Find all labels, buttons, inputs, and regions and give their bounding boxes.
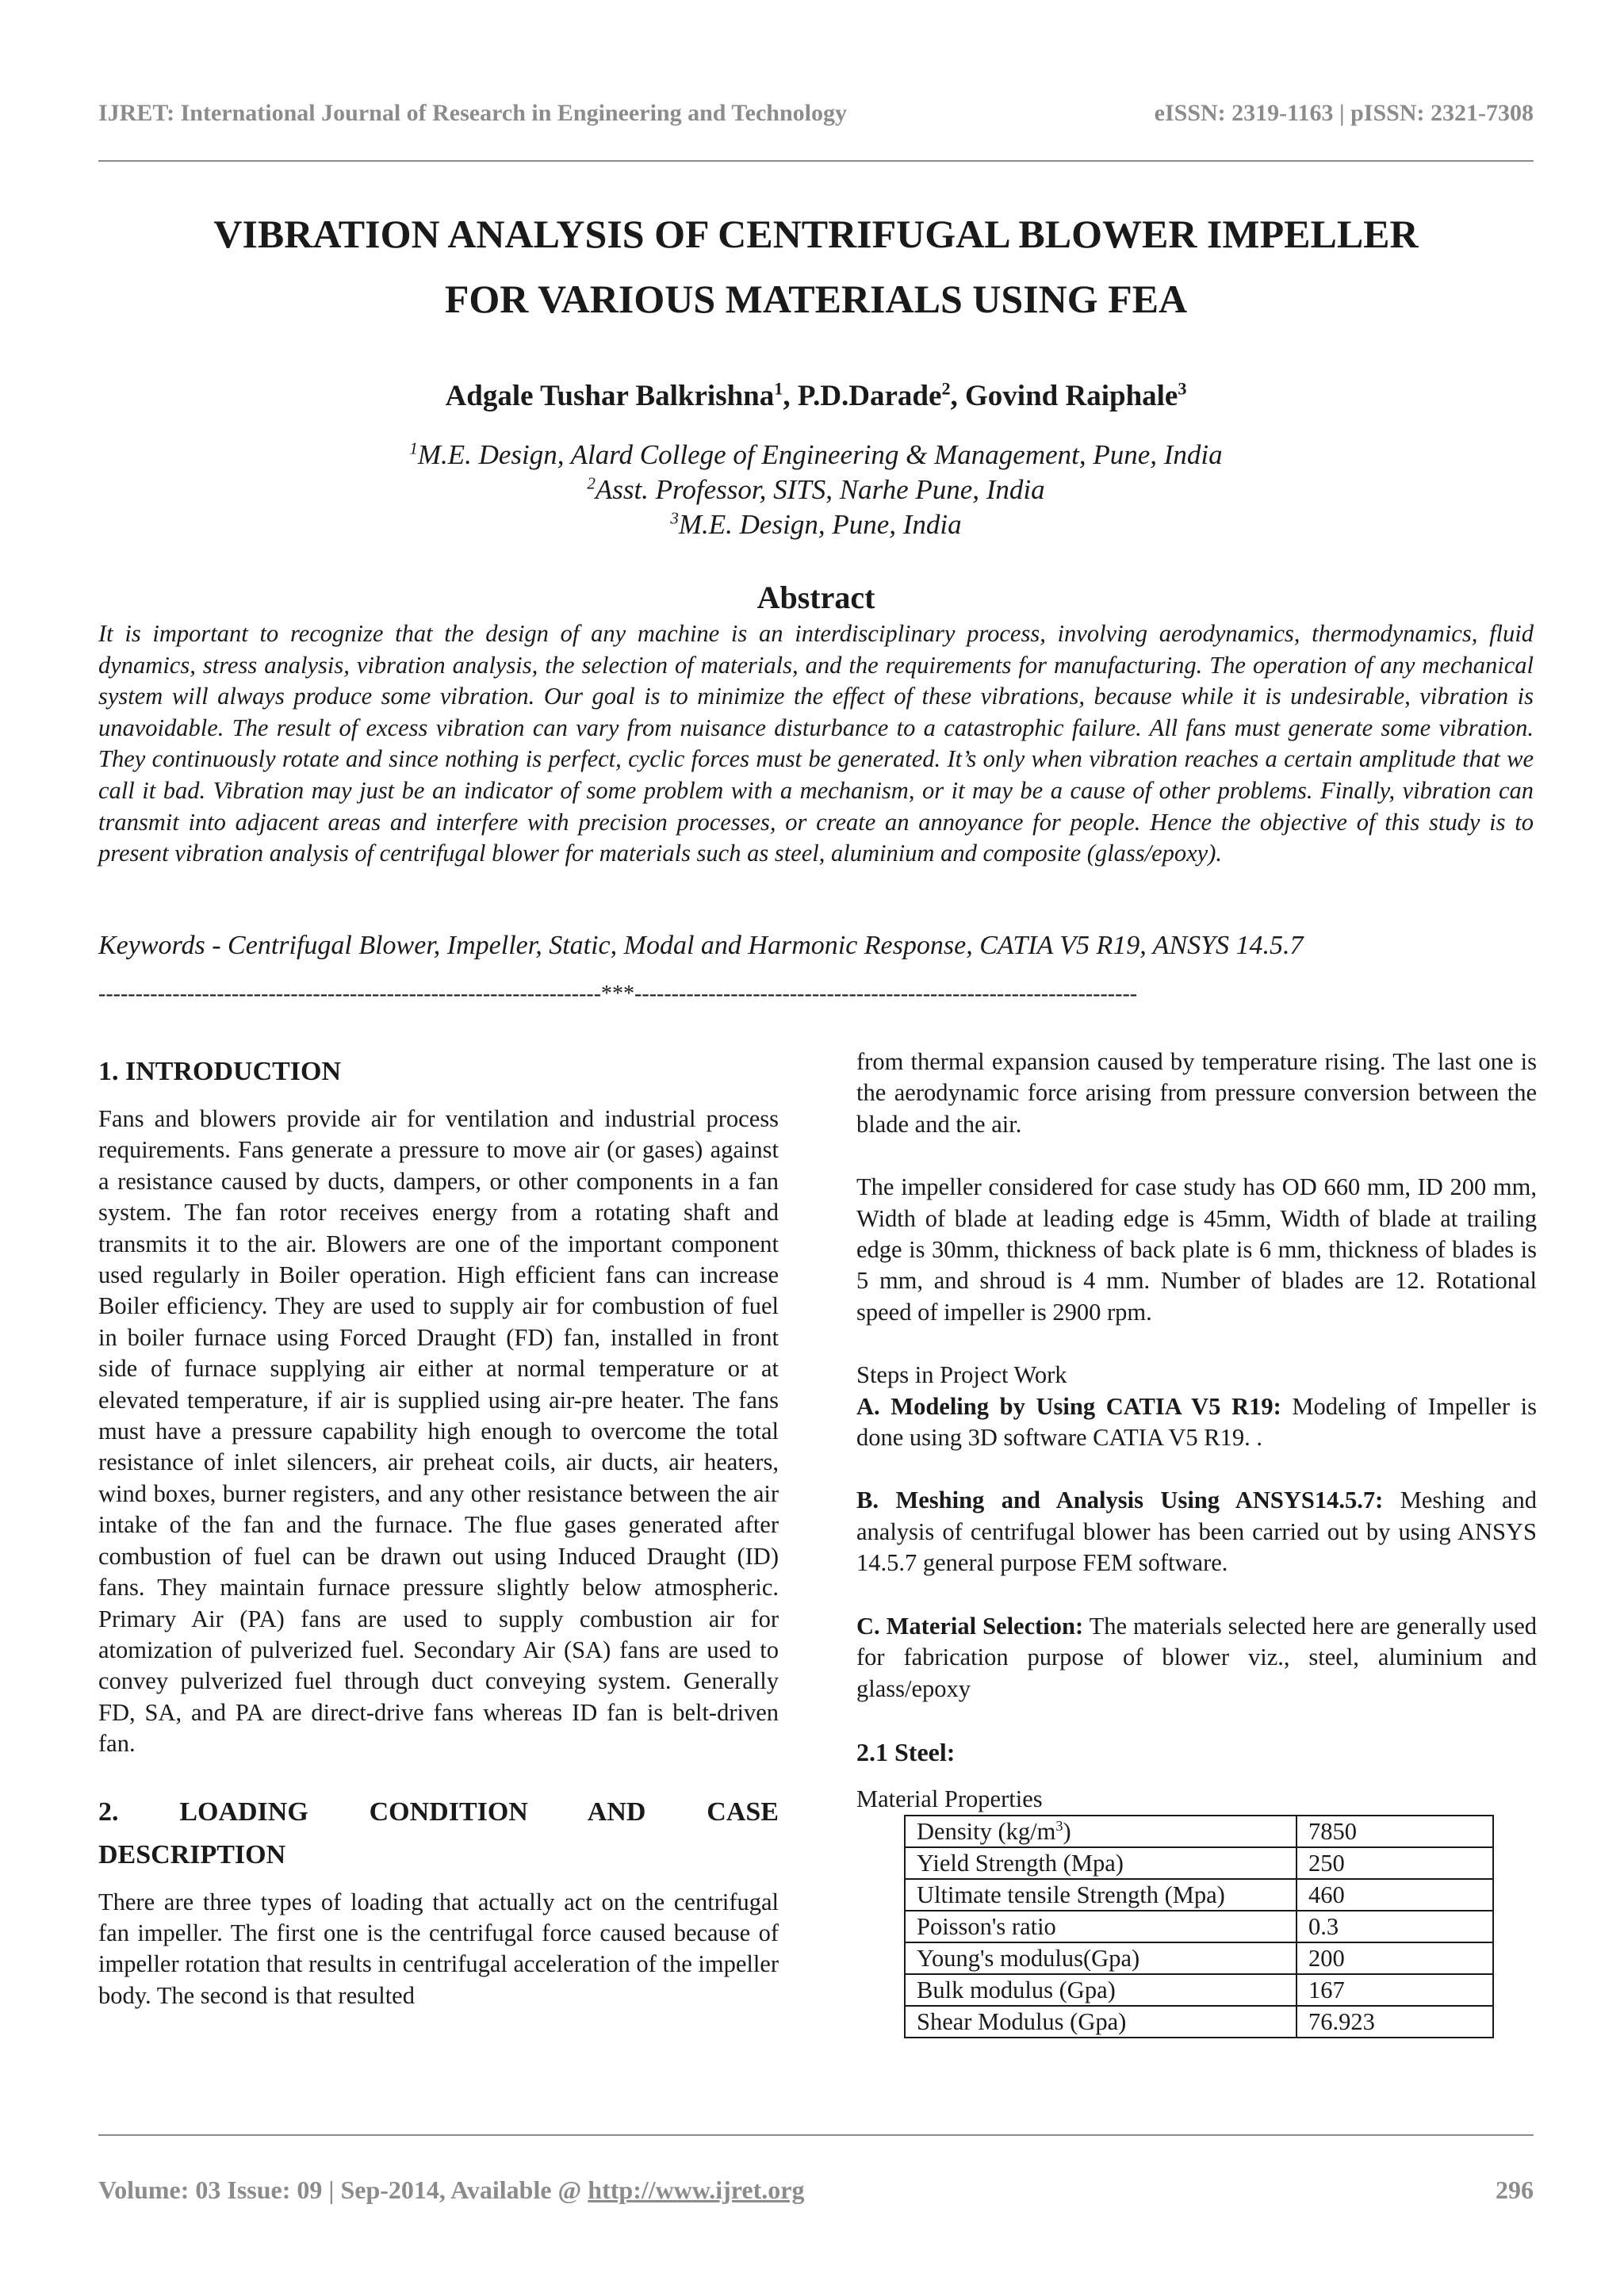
table-row — [905, 1847, 1493, 1879]
step-b-text: Meshing and analysis of centrifugal blower has been carried out by using ANSYS 14.5.7 general purpose FEM software. — [856, 1487, 1537, 1577]
left-column — [98, 1054, 779, 2011]
table-cell: 0.3 — [1297, 1911, 1493, 1942]
table-cell: Shear Modulus (Gpa) — [905, 2006, 1297, 2038]
table-cell: Yield Strength (Mpa) — [905, 1847, 1297, 1879]
page-number: 296 — [1496, 2175, 1534, 2204]
journal-name: IJRET: International Journal of Research in Engineering and Technology — [98, 100, 848, 126]
affiliation: $^3$M.E. Design, Pune, India — [670, 508, 962, 540]
section-heading-loading: 2. LOADING CONDITION AND CASE — [98, 1797, 779, 1827]
author-list: Adgale Tushar Balkrishna$^1$, P.D.Darade$^2$, Govind Raiphale$^3$ — [445, 378, 1187, 412]
author-sup: 1 — [774, 378, 783, 399]
section-heading-introduction: 1. INTRODUCTION — [98, 1057, 342, 1086]
table-row — [905, 1879, 1493, 1911]
table-row — [905, 1942, 1493, 1974]
title-line-2: FOR VARIOUS MATERIALS USING FEA — [444, 277, 1188, 321]
paper-title — [98, 201, 1534, 331]
introduction-paragraph: Fans and blowers provide air for ventilation and industrial process requirements. Fans generate a pressure to move air (or gases) against a resistance caused by ducts, dampers, or other components in a fan system. The fan rotor receives energy from a rotating shaft and transmits it to the air. Blowers are one of the important component used regularly in Boiler operation. High efficient fans can increase Boiler efficiency. They are used to supply air for combustion of fuel in boiler furnace using Forced Draught (FD) fan, installed in front side of furnace supplying air either at normal temperature or at elevated temperature, if air is supplied using air-pre heater. The fans must have a pressure capability high enough to overcome the total resistance of inlet silencers, air preheat coils, air ducts, air heaters, wind boxes, burner registers, and any other resistance between the air intake of the fan and the furnace. The flue gases generated after combustion of fuel can be drawn out using Induced Draught (ID) fans. They maintain furnace pressure slightly below atmospheric. Primary Air (PA) fans are used to supply combustion air for atomization of pulverized fuel. Secondary Air (SA) fans are used to convey pulverized fuel through duct conveying system. Generally FD, SA, and PA are direct-drive fans whereas ID fan is belt-driven fan. — [98, 1105, 779, 1758]
table-cell: Ultimate tensile Strength (Mpa) — [905, 1879, 1297, 1911]
title-line-1: VIBRATION ANALYSIS OF CENTRIFUGAL BLOWER IMPELLER — [213, 212, 1419, 256]
loading-paragraph-cont: from thermal expansion caused by temperature rising. The last one is the aerodynamic force arising from pressure conversion between the blade and the air. — [856, 1048, 1537, 1138]
step-c — [856, 1611, 1537, 1705]
volume-info: Volume: 03 Issue: 09 | Sep-2014, Available @ — [98, 2175, 588, 2204]
steps-label: Steps in Project Work — [856, 1361, 1067, 1389]
right-column — [856, 1047, 1537, 2038]
keywords: Keywords - Centrifugal Blower, Impeller, Static, Modal and Harmonic Response, CATIA V5 R19, ANSYS 14.5.7 — [98, 931, 1304, 960]
affiliation: $^1$M.E. Design, Alard College of Engineering & Management, Pune, India — [409, 438, 1223, 470]
table-cell: 250 — [1297, 1847, 1493, 1879]
loading-paragraph: There are three types of loading that actually act on the centrifugal fan impeller. The first one is the centrifugal force caused because of impeller rotation that results in centrifugal acceleration of the impeller body. The second is that resulted — [98, 1888, 779, 2009]
author-sup: 2 — [941, 378, 951, 399]
table-cell: 167 — [1297, 1974, 1493, 2006]
table-cell: Young's modulus(Gpa) — [905, 1942, 1297, 1974]
issn: eISSN: 2319-1163 | pISSN: 2321-7308 — [1154, 100, 1534, 126]
table-cell: 460 — [1297, 1879, 1493, 1911]
step-b-label: B. Meshing and Analysis Using ANSYS14.5.7: — [856, 1487, 1384, 1514]
section-heading-loading-cont: DESCRIPTION — [98, 1839, 286, 1869]
affiliation: $^2$Asst. Professor, SITS, Narhe Pune, India — [587, 473, 1045, 505]
impeller-paragraph: The impeller considered for case study has OD 660 mm, ID 200 mm, Width of blade at leading edge is 45mm, Width of blade at trailing edge is 30mm, thickness of back plate is 6 mm, thickness of blades is 5 mm, and shroud is 4 mm. Number of blades are 12. Rotational speed of impeller is 2900 rpm. — [856, 1173, 1537, 1326]
table-row — [905, 1911, 1493, 1942]
footer-rule — [98, 2134, 1534, 2136]
running-footer — [98, 2175, 1534, 2205]
author-name: Adgale Tushar Balkrishna — [445, 380, 775, 412]
step-c-text: The materials selected here are generally used for fabrication purpose of blower viz., steel, aluminium and glass/epoxy — [856, 1612, 1537, 1702]
table-row — [905, 1974, 1493, 2006]
author-name: P.D.Darade — [797, 380, 942, 412]
journal-link[interactable]: http://www.ijret.org — [588, 2175, 805, 2204]
step-a-text: Modeling of Impeller is done using 3D software CATIA V5 R19. . — [856, 1392, 1537, 1452]
table-cell: 7850 — [1297, 1816, 1493, 1847]
steps-block — [856, 1360, 1537, 1453]
table-cell: Density $(kg/m^3)$ — [905, 1816, 1297, 1847]
header-rule — [98, 160, 1534, 162]
table-cell: 200 — [1297, 1942, 1493, 1974]
section-separator: --------------------------------------------------------------------***-------------------------------------------------------------------- — [98, 982, 1138, 1006]
material-properties-table — [904, 1815, 1494, 2038]
step-a-label: A. Modeling by Using CATIA V5 R19: — [856, 1392, 1281, 1420]
material-properties-label: Material Properties — [856, 1785, 1043, 1812]
table-row — [905, 2006, 1493, 2038]
table-cell: 76.923 — [1297, 2006, 1493, 2038]
abstract-body: It is important to recognize that the design of any machine is an interdisciplinary process, involving aerodynamics, thermodynamics, fluid dynamics, stress analysis, vibration analysis, the selection of materials, and the requirements for manufacturing. The operation of any mechanical system will always produce some vibration. Our goal is to minimize the effect of these vibrations, because while it is undesirable, vibration is unavoidable. The result of excess vibration can vary from nuisance disturbance to a catastrophic failure. All fans must generate some vibration. They continuously rotate and since nothing is perfect, cyclic forces must be generated. It’s only when vibration reaches a certain amplitude that we call it bad. Vibration may just be an indicator of some problem with a mechanism, or it may be a cause of other problems. Finally, vibration can transmit into adjacent areas and interfere with precision processes, or create an annoyance for people. Hence the objective of this study is to present vibration analysis of centrifugal blower for materials such as steel, aluminium and composite (glass/epoxy). — [98, 620, 1534, 867]
step-b — [856, 1485, 1537, 1578]
table-cell: Bulk modulus (Gpa) — [905, 1974, 1297, 2006]
table-row — [905, 1816, 1493, 1847]
step-c-label: C. Material Selection: — [856, 1612, 1084, 1640]
subsection-heading-steel: 2.1 Steel: — [856, 1737, 956, 1766]
author-sup: 3 — [1178, 378, 1187, 399]
author-name: Govind Raiphale — [965, 380, 1178, 412]
affiliations — [98, 438, 1534, 542]
abstract-heading: Abstract — [756, 580, 875, 615]
table-cell: Poisson's ratio — [905, 1911, 1297, 1942]
